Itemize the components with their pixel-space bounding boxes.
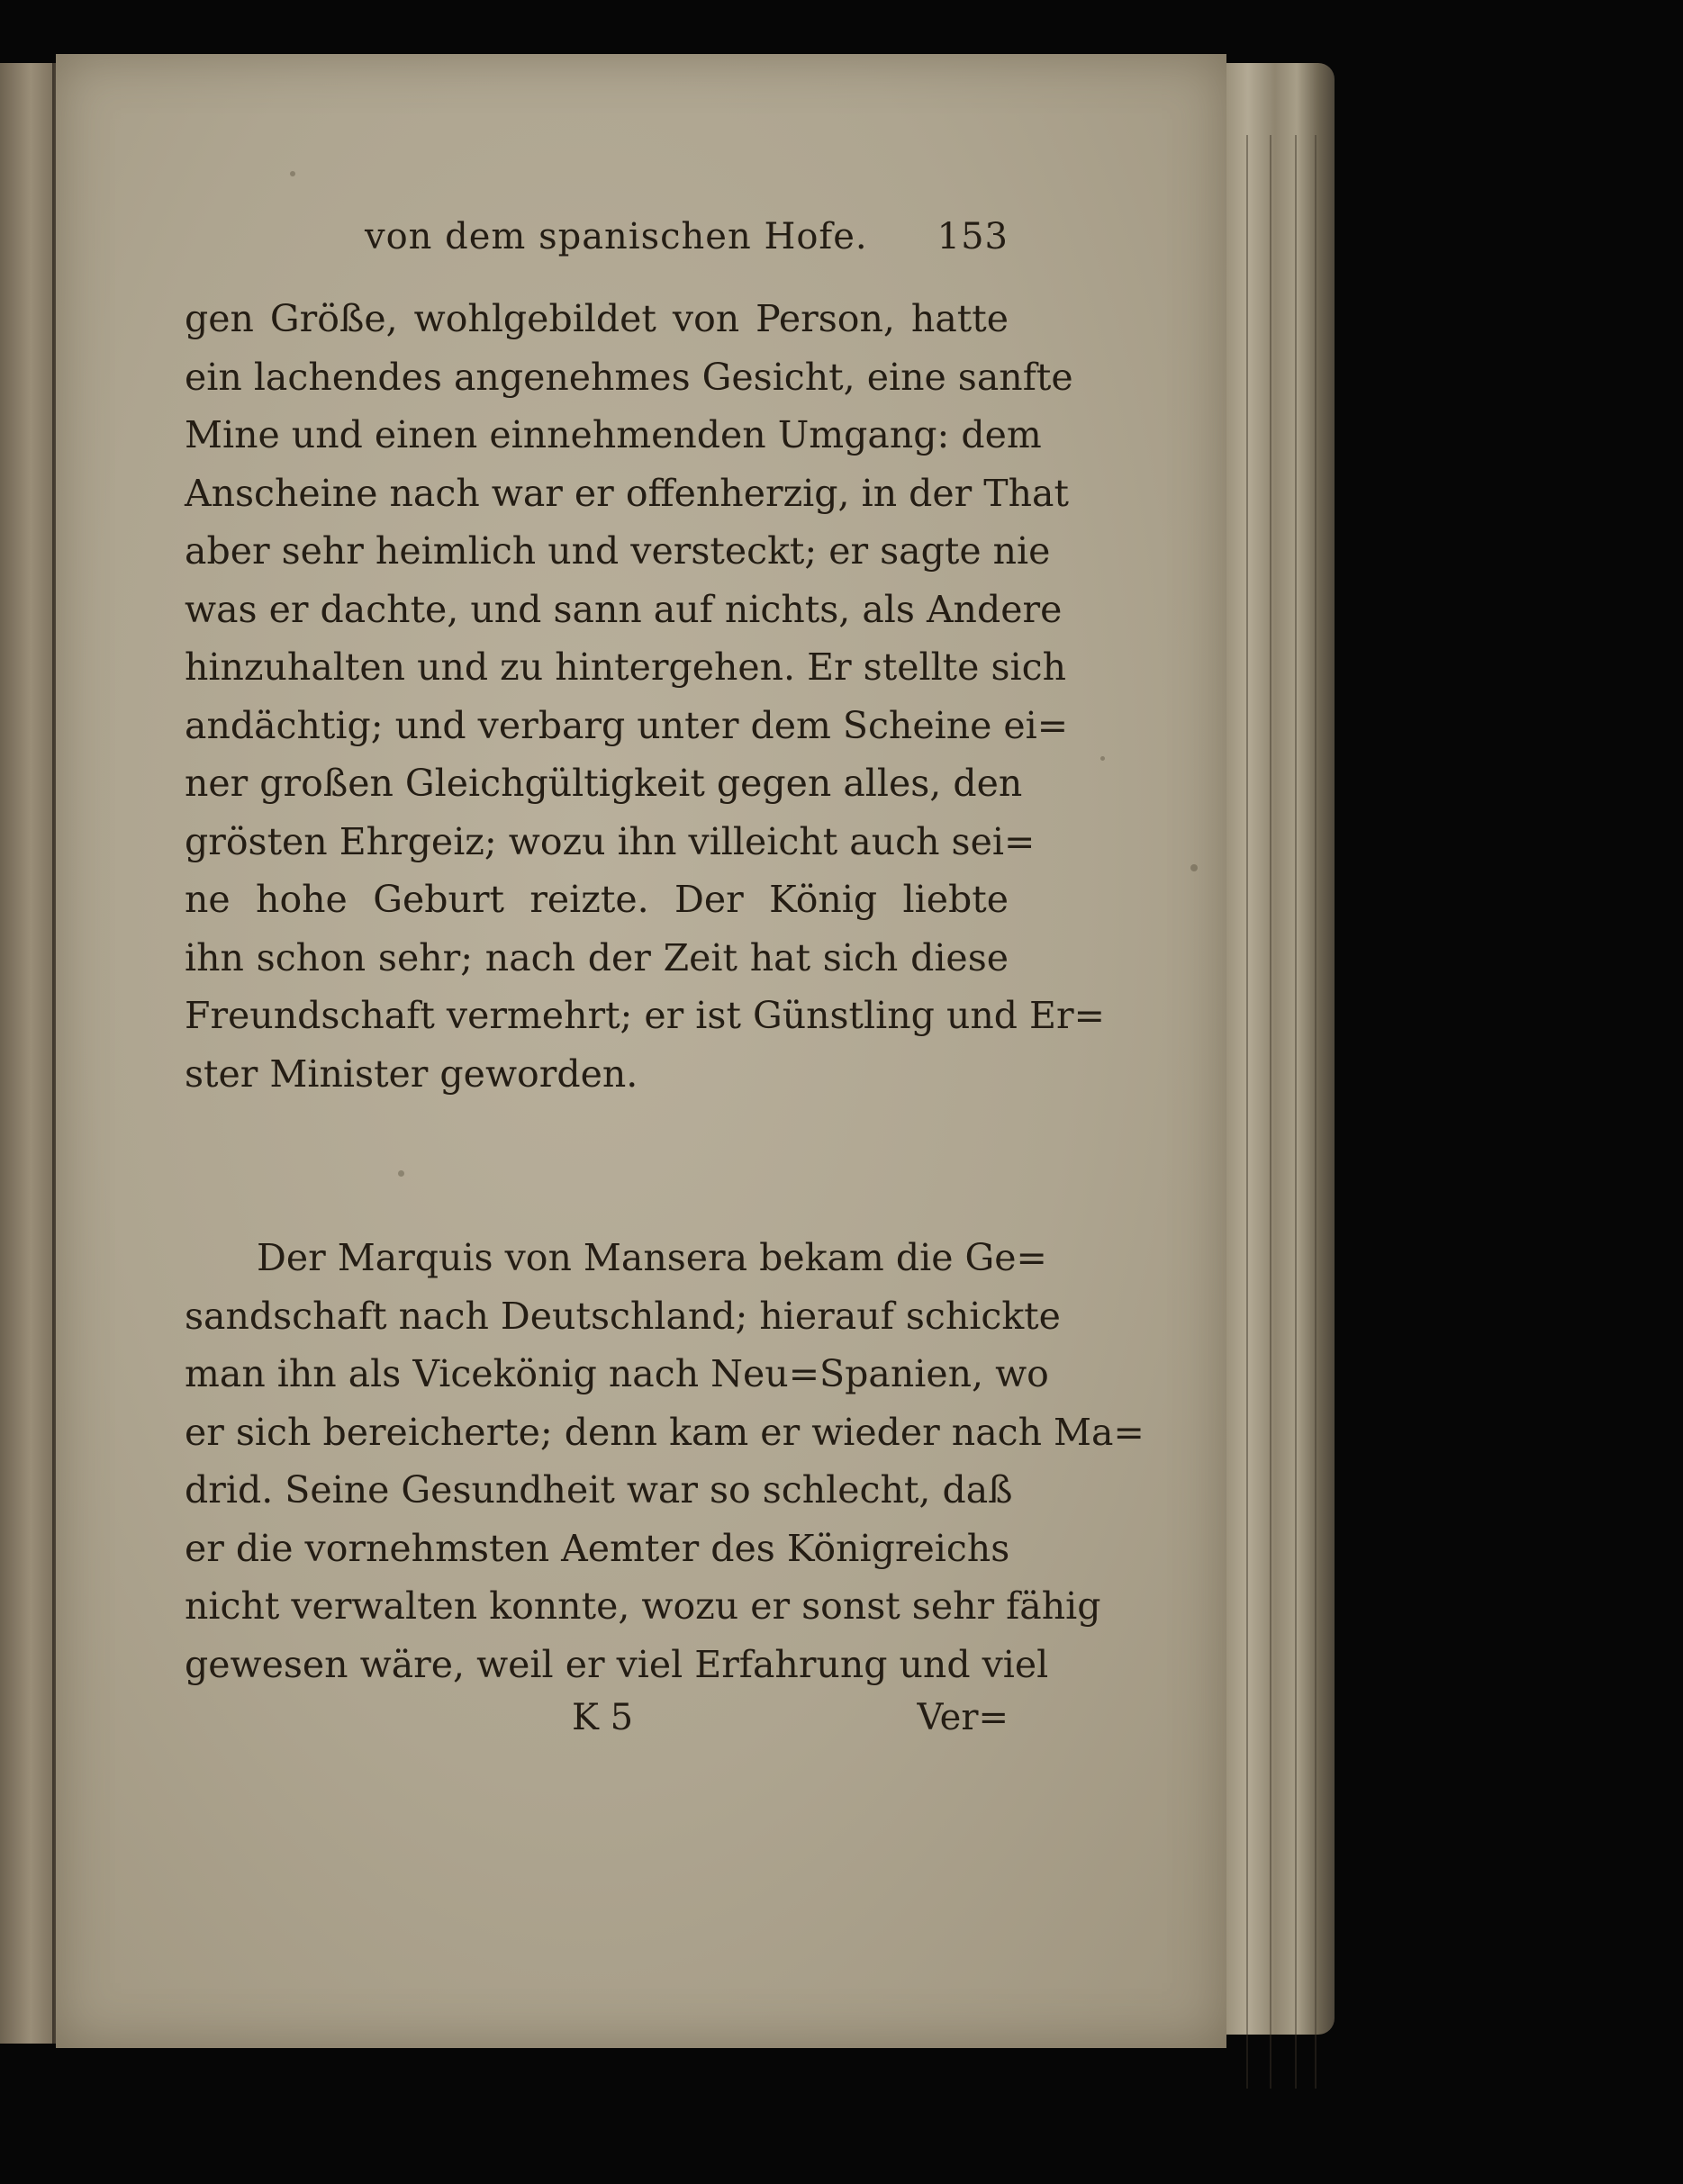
text-line: was er dachte, und sann auf nichts, als Andere — [185, 587, 1063, 631]
paragraph-gap — [185, 1103, 1009, 1229]
facing-page-edge — [0, 63, 59, 2044]
text-line: Mine und einen einnehmenden Umgang: dem — [185, 413, 1042, 456]
text-line: Anscheine nach war er offenherzig, in der That — [185, 471, 1069, 515]
page-footer — [185, 1697, 1009, 1760]
text-line: hinzuhalten und zu hintergehen. Er stellte sich — [185, 645, 1066, 689]
text-line: er sich bereicherte; denn kam er wieder nach Ma= — [185, 1410, 1145, 1454]
paper-speck — [1190, 864, 1198, 871]
running-head — [185, 207, 1009, 279]
text-line: nicht verwalten konnte, wozu er sonst sehr fähig — [185, 1584, 1101, 1628]
paragraph-1 — [185, 290, 1105, 1103]
text-line: Der Marquis von Mansera bekam die Ge= — [257, 1236, 1047, 1279]
paper-speck — [1100, 756, 1105, 761]
page-edge-line — [1246, 135, 1248, 2089]
text-line: drid. Seine Gesundheit war so schlecht, daß — [185, 1468, 1013, 1512]
text-line: ne hohe Geburt reizte. Der König liebte — [185, 878, 1009, 921]
text-line: grösten Ehrgeiz; wozu ihn villeicht auch sei= — [185, 819, 1036, 863]
paragraph-2 — [185, 1229, 1145, 1693]
page-edge-line — [1315, 135, 1317, 2089]
text-line: gewesen wäre, weil er viel Erfahrung und viel — [185, 1642, 1049, 1686]
text-line: man ihn als Vicekönig nach Neu=Spanien, wo — [185, 1352, 1049, 1395]
text-line: aber sehr heimlich und versteckt; er sagte nie — [185, 529, 1051, 573]
text-line: ner großen Gleichgültigkeit gegen alles, den — [185, 762, 1023, 805]
text-line: Freundschaft vermehrt; er ist Günstling und Er= — [185, 994, 1105, 1037]
text-line: ihn schon sehr; nach der Zeit hat sich diese — [185, 935, 1009, 979]
text-line: gen Größe, wohlgebildet von Person, hatte — [185, 297, 1009, 340]
text-line: andächtig; und verbarg unter dem Scheine ei= — [185, 703, 1069, 747]
text-line: ster Minister geworden. — [185, 1051, 638, 1096]
text-line: ein lachendes angenehmes Gesicht, eine sanfte — [185, 355, 1073, 399]
paper-speck — [290, 171, 295, 176]
page-edge-stack — [1226, 63, 1335, 2035]
page-number: 153 — [937, 216, 1009, 257]
page-text-block — [185, 207, 1145, 1760]
running-title: von dem spanischen Hofe. — [365, 216, 868, 257]
page-edge-line — [1270, 135, 1271, 2089]
signature-mark: K 5 — [572, 1697, 634, 1738]
text-line: er die vornehmsten Aemter des Königreichs — [185, 1526, 1010, 1570]
catchword: Ver= — [917, 1697, 1009, 1738]
text-line: sandschaft nach Deutschland; hierauf schickte — [185, 1294, 1061, 1338]
page-edge-line — [1295, 135, 1297, 2089]
